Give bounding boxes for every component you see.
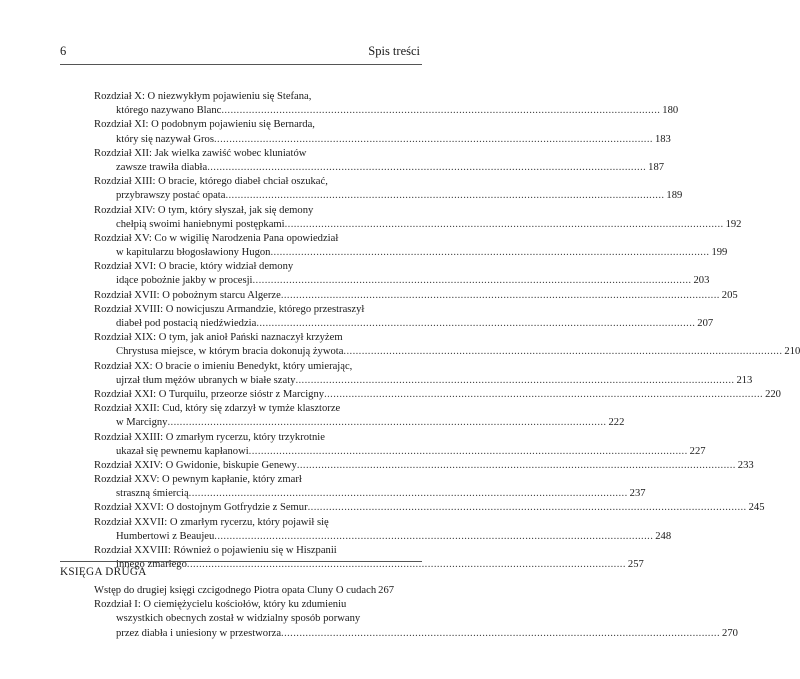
toc-page-number: 203 bbox=[693, 275, 710, 287]
toc-entry-text: Rozdział I: O ciemiężycielu kościołów, który ku zdumieniu bbox=[94, 599, 347, 611]
toc-page-number: 187 bbox=[648, 161, 665, 173]
leader-dots bbox=[225, 189, 664, 203]
toc-entry[interactable] bbox=[94, 402, 625, 430]
toc-page-number: 183 bbox=[654, 133, 671, 145]
toc-page-number: 192 bbox=[725, 218, 742, 230]
toc-page-number: 233 bbox=[737, 459, 754, 471]
leader-dots bbox=[249, 445, 688, 459]
toc-page-number: 227 bbox=[689, 445, 706, 457]
toc-entry-text: Rozdział XXII: Cud, który się zdarzył w tymże klasztorze bbox=[94, 403, 341, 415]
toc-page-number: 213 bbox=[736, 374, 753, 386]
toc-entry-text: Rozdział XV: Co w wigilię Narodzenia Pana opowiedział bbox=[94, 232, 339, 244]
toc-entry-text: w kapitularzu błogosławiony Hugon bbox=[116, 247, 271, 259]
toc-entry[interactable] bbox=[94, 501, 765, 515]
toc-entry-text: Rozdział XVIII: O nowicjuszu Armandzie, którego przestraszył bbox=[94, 303, 365, 315]
book-heading: KSIĘGA DRUGA bbox=[60, 566, 147, 578]
toc-page-number: 199 bbox=[711, 247, 728, 259]
leader-dots bbox=[189, 487, 628, 501]
leader-dots bbox=[253, 274, 692, 288]
leader-dots bbox=[285, 218, 724, 232]
toc-entry-text: Rozdział XXVIII: Również o pojawieniu się w Hiszpanii bbox=[94, 545, 337, 556]
toc-entry[interactable] bbox=[94, 459, 754, 473]
leader-dots bbox=[281, 289, 720, 303]
toc-entry-text: Rozdział XII: Jak wielka zawiść wobec kluniatów bbox=[94, 147, 307, 159]
toc-entry-text: Wstęp do drugiej księgi czcigodnego Piotra opata Cluny O cudach bbox=[94, 585, 377, 596]
toc-page-number: 222 bbox=[608, 417, 625, 429]
toc-page-number: 237 bbox=[629, 488, 646, 500]
toc-entry-text: Rozdział XXIV: O Gwidonie, biskupie Genewy bbox=[94, 459, 297, 471]
toc-entry[interactable] bbox=[94, 289, 738, 303]
leader-dots bbox=[297, 459, 736, 473]
toc-entry[interactable] bbox=[94, 331, 800, 359]
toc-entry-text: wszystkich obecnych został w widzialny sposób porwany bbox=[116, 613, 361, 625]
leader-dots bbox=[214, 530, 653, 544]
toc-list-book2 bbox=[94, 584, 738, 641]
toc-entry-text: Rozdział XXVI: O dostojnym Gotfrydzie z Semur bbox=[94, 502, 308, 514]
toc-entry[interactable] bbox=[94, 431, 706, 459]
toc-entry[interactable] bbox=[94, 204, 742, 232]
toc-entry-text: ukazał się pewnemu kapłanowi bbox=[116, 445, 249, 457]
toc-entry-text: Humbertowi z Beaujeu bbox=[116, 530, 215, 542]
leader-dots bbox=[207, 161, 646, 175]
toc-page-number: 205 bbox=[721, 289, 738, 301]
toc-entry-text: Rozdział X: O niezwykłym pojawieniu się Stefana, bbox=[94, 91, 312, 102]
page-number: 6 bbox=[60, 44, 67, 58]
leader-dots bbox=[324, 388, 763, 402]
toc-entry-text: Rozdział XIX: O tym, jak anioł Pański naznaczył krzyżem bbox=[94, 332, 343, 344]
toc-entry-text: w Marcigny bbox=[116, 417, 168, 429]
toc-entry[interactable] bbox=[94, 232, 728, 260]
toc-entry-text: Rozdział XXIII: O zmarłym rycerzu, który trzykrotnie bbox=[94, 431, 325, 443]
toc-entry-text: Chrystusa miejsce, w którym bracia dokonują żywota bbox=[116, 346, 344, 358]
leader-dots bbox=[308, 501, 747, 515]
toc-entry[interactable] bbox=[94, 118, 671, 146]
leader-dots bbox=[343, 345, 782, 359]
toc-entry[interactable] bbox=[94, 584, 395, 598]
leader-dots bbox=[281, 627, 720, 641]
toc-entry-text: Rozdział XXVII: O zmarłym rycerzu, który pojawił się bbox=[94, 516, 329, 528]
toc-entry-text: Rozdział XX: O bracie o imieniu Benedykt, który umierając, bbox=[94, 360, 353, 372]
toc-entry-text: idące pobożnie jakby w procesji bbox=[116, 275, 253, 287]
toc-entry[interactable] bbox=[94, 260, 710, 288]
leader-dots bbox=[167, 416, 606, 430]
toc-entry[interactable] bbox=[94, 303, 714, 331]
toc-entry-text: Rozdział XXI: O Turquilu, przeorze sióstr z Marcigny bbox=[94, 388, 325, 400]
toc-page-number: 245 bbox=[748, 502, 765, 514]
toc-entry[interactable] bbox=[94, 388, 781, 402]
toc-entry-text: Rozdział XXV: O pewnym kapłanie, który zmarł bbox=[94, 474, 302, 486]
toc-entry-text: Rozdział XI: O podobnym pojawieniu się Bernarda, bbox=[94, 119, 315, 131]
toc-entry-text: zawsze trawiła diabła bbox=[116, 161, 208, 173]
toc-page-number: 210 bbox=[784, 346, 800, 358]
toc-page-number: 207 bbox=[697, 318, 714, 329]
running-title: Spis treści bbox=[368, 44, 420, 58]
toc-entry-text: Rozdział XVI: O bracie, który widział demony bbox=[94, 261, 294, 273]
header-rule bbox=[60, 64, 422, 65]
leader-dots bbox=[214, 133, 653, 147]
toc-entry[interactable] bbox=[94, 516, 672, 544]
toc-entry[interactable] bbox=[94, 473, 646, 501]
toc-entry-text: który się nazywał Gros bbox=[116, 133, 214, 145]
toc-entry-text: chełpią swoimi haniebnymi postępkami bbox=[116, 218, 285, 230]
toc-page-number: 220 bbox=[765, 388, 781, 400]
toc-entry-text: diabeł pod postacią niedźwiedzia bbox=[116, 318, 257, 329]
toc-entry-text: Rozdział XIII: O bracie, którego diabeł chciał oszukać, bbox=[94, 176, 328, 188]
toc-entry-text: Rozdział XVII: O pobożnym starcu Algerze bbox=[94, 289, 281, 301]
toc-page-number: 180 bbox=[662, 105, 679, 117]
leader-dots bbox=[295, 374, 734, 388]
toc-page-number: 189 bbox=[666, 190, 683, 202]
toc-entry-text: ujrzał tłum mężów ubranych w białe szaty bbox=[116, 374, 296, 386]
toc-entry-text: innego zmarłego bbox=[116, 559, 187, 571]
toc-entry-text: straszną śmiercią bbox=[116, 488, 189, 500]
toc-page-number: 270 bbox=[722, 627, 738, 639]
toc-entry-text: przez diabła i uniesiony w przestworza bbox=[116, 627, 282, 639]
leader-dots bbox=[221, 104, 660, 118]
toc-entry-text: Rozdział XIV: O tym, który słyszał, jak się demony bbox=[94, 204, 314, 216]
toc-page-number: 267 bbox=[378, 585, 395, 596]
toc-entry[interactable] bbox=[94, 147, 665, 175]
toc-entry[interactable] bbox=[94, 175, 683, 203]
toc-entry[interactable] bbox=[94, 360, 753, 388]
toc-entry-text: przybrawszy postać opata bbox=[116, 190, 226, 202]
toc-entry-text: którego nazywano Blanc bbox=[116, 105, 222, 117]
section-rule bbox=[60, 561, 422, 562]
toc-entry[interactable] bbox=[94, 598, 738, 641]
toc-entry[interactable] bbox=[94, 90, 679, 118]
toc-page-number: 257 bbox=[627, 559, 644, 571]
toc-list bbox=[94, 90, 800, 572]
leader-dots bbox=[270, 246, 709, 260]
toc-page-number: 248 bbox=[655, 530, 672, 542]
leader-dots bbox=[256, 317, 695, 331]
